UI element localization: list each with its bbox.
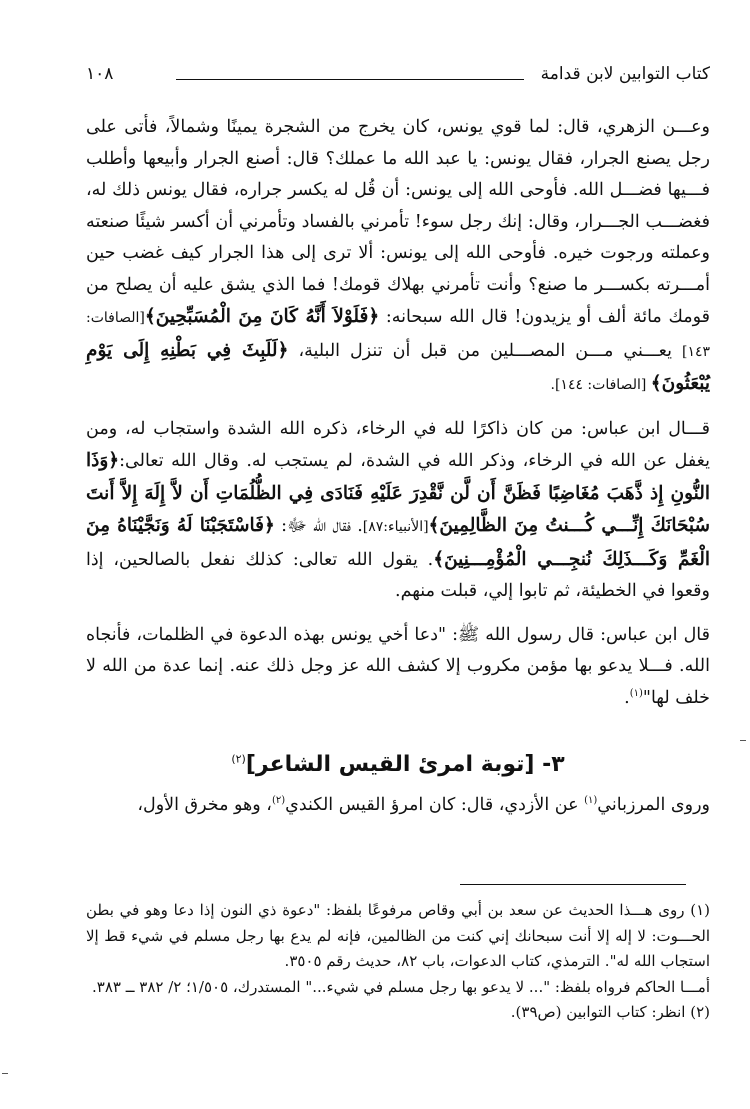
header-rule [176, 79, 524, 80]
text-run: وعـــن الزهري، قال: لما قوي يونس، كان يخرج من الشجرة يمينًا وشمالاً، فأتى على رجل يصنع الجرار، فقال يونس: يا عبد الله ما عملك؟ قال: أصنع الجرار وأبيعها وأطلب فـــيها فضـــل الله. فأوحى الله إلى يونس: أن قُل له يكسر جراره، فقال يونس ذلك له، فغضـــب الجـــرار، وقال: إنك رجل سوء! تأمرني بالفساد وتأمرني أن أكسر شيئًا صنعته وعملته ورجوت خيره. فأوحى الله إلى يونس: ألا ترى إلى هذا الجرار كيف غضب حين أمـــرته بكســـر ما صنع؟ وأنت تأمرني بهلاك قومك! فما الذي يشق عليه أن يصلح من قومك مائة ألف أو يزيدون! قال الله سبحانه: [86, 117, 710, 327]
footnote-marker: (١) [584, 795, 598, 807]
quran-verse: ﴿فَاسْتَجَبْنَا لَهُ وَنَجَّيْنَاهُ مِنَ الْغَمِّ وَكَـــذَلِكَ نُنجِـــي الْمُؤْمِـــنِينَ﴾ [86, 515, 710, 570]
paragraph [86, 620, 710, 715]
paragraph [86, 414, 710, 608]
footnote-2: (٢) انظر: كتاب التوابين (ص٣٩). [510, 1003, 710, 1021]
footnote-marker: (١) [629, 687, 643, 699]
text-run: . [624, 687, 630, 708]
margin-mark [740, 740, 746, 741]
page-header [86, 64, 710, 90]
section-opening-paragraph [86, 790, 710, 822]
footnote-marker: (٢) [271, 795, 286, 807]
verse-reference: [الصافات: ١٤٣] [86, 310, 710, 360]
main-text [86, 112, 710, 714]
text-run: . فقال الله ﷻ: [274, 516, 363, 536]
quran-verse: ﴿فَلَوْلاَ أَنَّهُ كَانَ مِنَ الْمُسَبِّحِينَ﴾ [144, 306, 380, 327]
section-heading-footnote-marker: (٢) [231, 752, 246, 766]
text-run: عن الأزدي، قال: كان امرؤ القيس الكندي [285, 795, 585, 815]
text-run: قـــال ابن عباس: من كان ذاكرًا لله في الرخاء، ذكره الله الشدة واستجاب له، ومن يغفل عن الله في الرخاء، وذكر الله في الشدة، لم يستجب له. وقال الله تعالى: [86, 418, 710, 471]
footnote-1-continued: أمـــا الحاكم فرواه بلفظ: "... لا يدعو بها رجل مسلم في شيء..." المستدرك، ١/٥٠٥؛ ٢/ ٣٨٢ ــ ٣٨٣. [91, 977, 710, 996]
text-run: يعـــني مـــن المصـــلين من قبل أن تنزل البلية، [288, 340, 682, 361]
section-heading [86, 752, 710, 777]
text-run: وروى المرزباني [597, 795, 710, 815]
text-run: ، وهو مخرق الأول، [137, 795, 272, 815]
footnote-1: (١) روى هـــذا الحديث عن سعد بن أبي وقاص مرفوعًا بلفظ: "دعوة ذي النون إذا دعا وهو في بطن الحـــوت: لا إله إلا أنت سبحانك إني كنت من الظالمين، فإنه لم يدع بها رجل مسلم في شيء قط إلا استجاب الله له". الترمذي، كتاب الدعوات، باب ٨٢، حديث رقم ٣٥٠٥. [86, 901, 710, 970]
margin-mark [2, 1073, 8, 1074]
verse-reference: [الأنبياء:٨٧] [362, 519, 429, 535]
footnotes [86, 898, 710, 1026]
quran-verse: ﴿لَلَبِثَ فِي بَطْنِهِ إِلَى يَوْمِ يُبْعَثُونَ﴾ [86, 339, 710, 394]
page-number: ١٠٨ [86, 64, 114, 84]
text-run: قال ابن عباس: قال رسول الله ﷺ: "دعا أخي يونس بهذه الدعوة في الظلمات، فأنجاه الله. فـــلا يدعو بها مؤمن مكروب إلا كشف الله عز وجل ذلك عنه. إنما عدة من الله لا خلف لها" [86, 624, 710, 708]
footnote-rule [460, 884, 686, 885]
section-heading-text: ٣- [توبة امرئ القيس الشاعر] [245, 752, 565, 777]
quran-verse: ﴿وَذَا النُّونِ إِذ ذَّهَبَ مُغَاضِبًا فَظَنَّ أَن لَّن نَّقْدِرَ عَلَيْهِ فَنَادَى فِي الظُّلُمَاتِ أَن لاَّ إِلَهَ إِلاَّ أَنتَ سُبْحَانَكَ إِنِّـــي كُـــنتُ مِنَ الظَّالِمِينَ﴾ [86, 450, 710, 536]
text-run: . يقول الله تعالى: كذلك نفعل بالصالحين، إذا وقعوا في الخطيئة، ثم تابوا إلي، قبلت منهم. [86, 549, 710, 601]
section-opening [86, 790, 710, 822]
running-title: كتاب التوابين لابن قدامة [540, 64, 710, 84]
paragraph [86, 112, 710, 402]
verse-reference: [الصافات: ١٤٤]. [550, 377, 651, 393]
